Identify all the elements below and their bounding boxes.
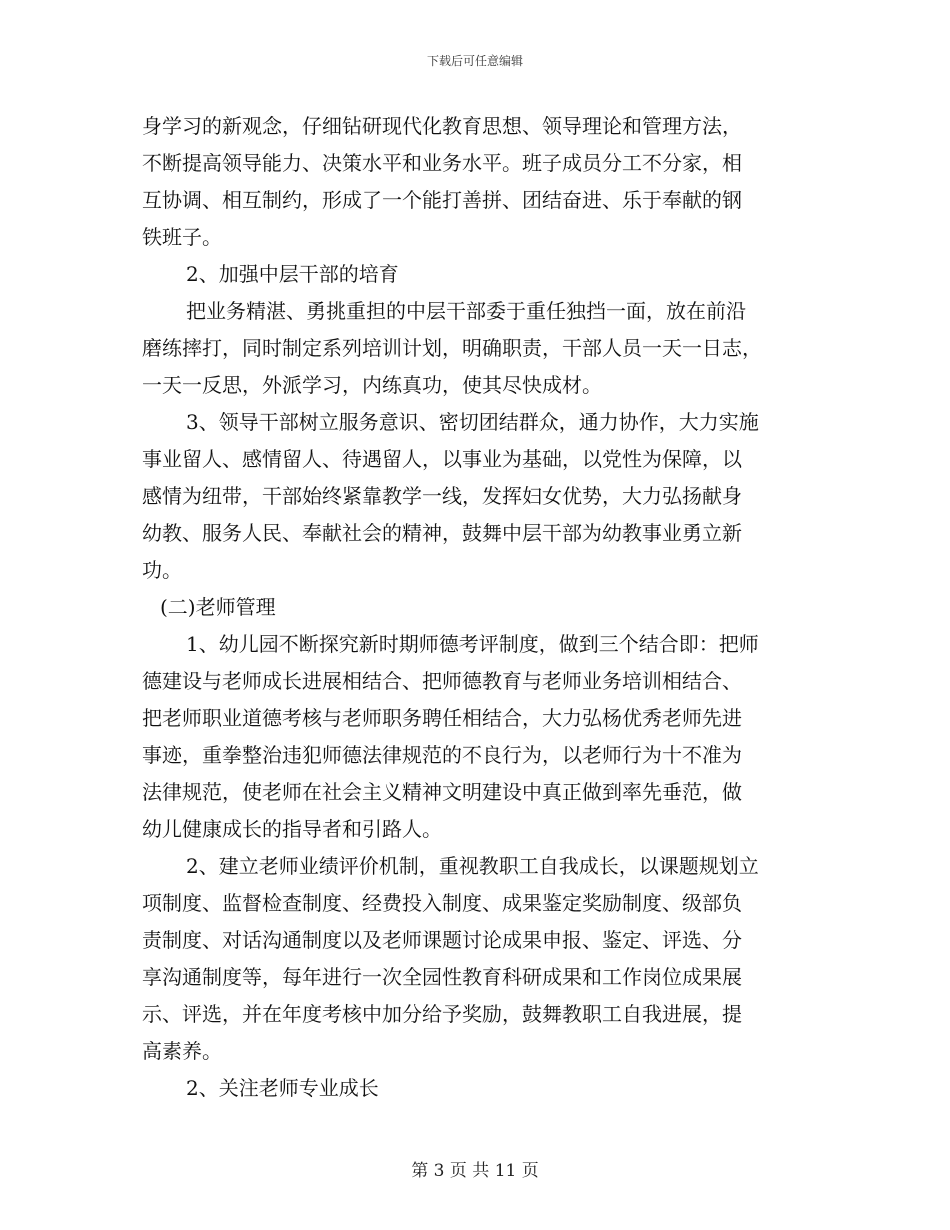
text-line: 1、幼儿园不断探究新时期师德考评制度，做到三个结合即：把师 [186, 632, 759, 656]
text-line: 一天一反思，外派学习，内练真功，使其尽快成材。 [142, 373, 602, 397]
text-line: 项制度、监督检查制度、经费投入制度、成果鉴定奖励制度、级部负 [142, 891, 742, 915]
text-line: 把老师职业道德考核与老师职务聘任相结合，大力弘杨优秀老师先进 [142, 706, 742, 730]
text-line: 法律规范，使老师在社会主义精神文明建设中真正做到率先垂范，做 [142, 780, 742, 804]
text-line: 幼儿健康成长的指导者和引路人。 [142, 817, 442, 841]
text-line: 示、评选，并在年度考核中加分给予奖励，鼓舞教职工自我进展，提 [142, 1002, 742, 1026]
text-line: 责制度、对话沟通制度以及老师课题讨论成果申报、鉴定、评选、分 [142, 928, 742, 952]
text-line: 感情为纽带，干部始终紧靠教学一线，发挥妇女优势，大力弘扬献身 [142, 484, 742, 508]
text-line: 2、建立老师业绩评价机制，重视教职工自我成长，以课题规划立 [186, 854, 759, 878]
section-heading: 2、加强中层干部的培育 [186, 262, 399, 286]
text-line: 幼教、服务人民、奉献社会的精神，鼓舞中层干部为幼教事业勇立新 [142, 521, 742, 545]
text-line: 德建设与老师成长进展相结合、把师德教育与老师业务培训相结合、 [142, 669, 742, 693]
text-line: 功。 [142, 558, 182, 582]
text-line: 事业留人、感情留人、待遇留人，以事业为基础，以党性为保障，以 [142, 447, 742, 471]
text-line: 把业务精湛、勇挑重担的中层干部委于重任独挡一面，放在前沿 [186, 299, 746, 323]
text-line: 高素养。 [142, 1039, 222, 1063]
document-body [142, 108, 810, 1107]
text-line: 享沟通制度等，每年进行一次全园性教育科研成果和工作岗位成果展 [142, 965, 742, 989]
page-header: 下载后可任意编辑 [426, 54, 523, 68]
text-line: 身学习的新观念，仔细钻研现代化教育思想、领导理论和管理方法， [142, 114, 742, 138]
section-heading: (二)老师管理 [160, 595, 276, 619]
text-line: 互协调、相互制约，形成了一个能打善拼、团结奋进、乐于奉献的钢 [142, 188, 742, 212]
text-line: 事迹，重拳整治违犯师德法律规范的不良行为，以老师行为十不准为 [142, 743, 742, 767]
text-line: 不断提高领导能力、决策水平和业务水平。班子成员分工不分家，相 [142, 151, 742, 175]
page-footer: 第 3 页 共 11 页 [411, 1161, 539, 1181]
text-line: 3、领导干部树立服务意识、密切团结群众，通力协作，大力实施 [186, 410, 759, 434]
section-heading: 2、关注老师专业成长 [186, 1076, 379, 1100]
text-line: 磨练摔打，同时制定系列培训计划，明确职责，干部人员一天一日志， [142, 336, 762, 360]
text-line: 铁班子。 [142, 225, 222, 249]
